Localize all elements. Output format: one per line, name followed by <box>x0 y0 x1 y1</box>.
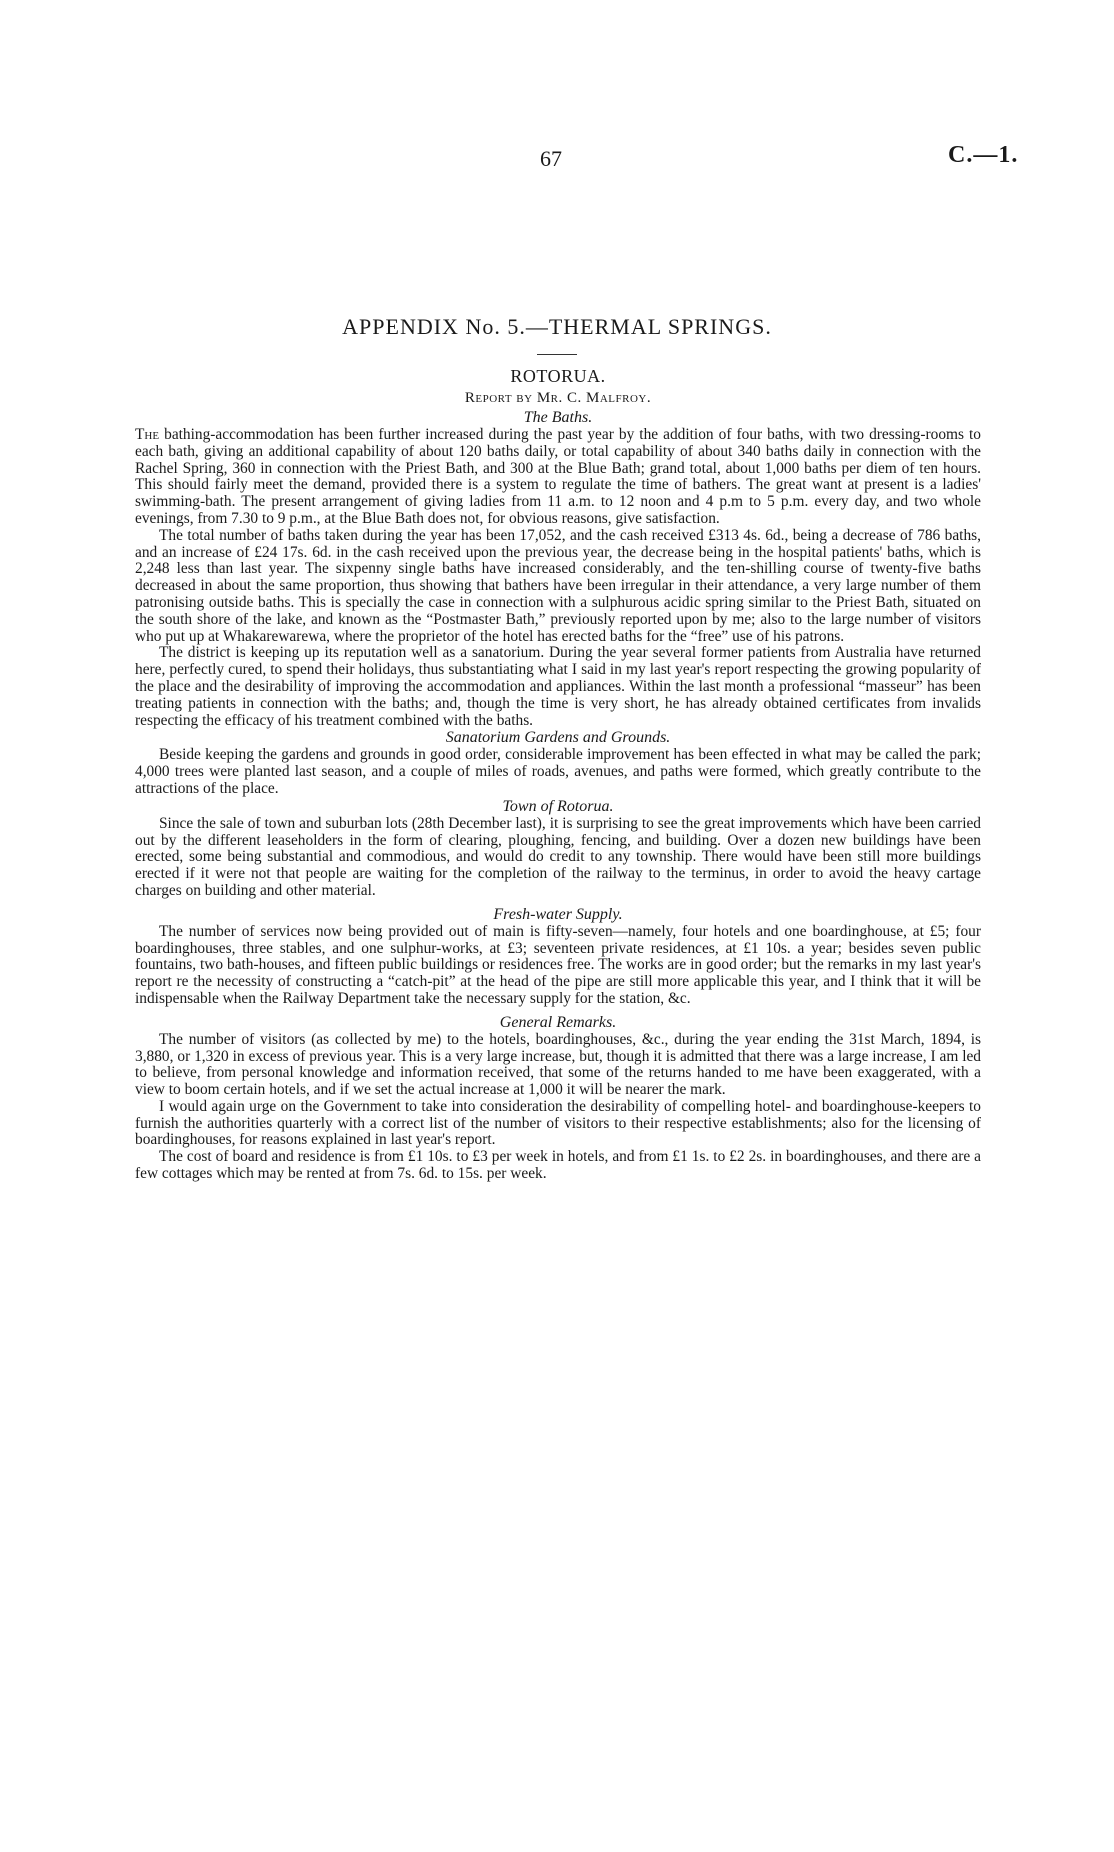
appendix-title: APPENDIX No. 5.—THERMAL SPRINGS. <box>342 314 772 339</box>
report-body <box>135 366 981 1183</box>
paragraph: The number of visitors (as collected by me) to the hotels, boardinghouses, &c., during the year ending the 31st March, 1894, is 3,880, or 1,320 in excess of previous year. This is a very large increase, but, though it is admitted that there was a large increase, I am led to believe, from personal knowledge and information received, that some of the returns handed to me have been exaggerated, with a view to boom certain hotels, and if we set the actual increase at 1,000 it will be nearer the mark. <box>135 1030 981 1099</box>
paragraph: The number of services now being provided out of main is fifty-seven—namely, four hotels and one boardinghouse, at £5; four boardinghouses, three stables, and one sulphur-works, at £3; seventeen private residences, at £1 10s. a year; besides seven public fountains, two bath-houses, and fifteen public buildings or residences free. The works are in good order; but the remarks in my last year's report re the necessity of constructing a “catch-pit” at the head of the pipe are still more applicable this year, and I think that it will be indispensable when the Railway Department take the necessary supply for the station, &c. <box>135 922 981 1007</box>
section-heading-remarks: General Remarks. <box>499 1013 617 1031</box>
section-heading-water: Fresh-water Supply. <box>493 905 623 923</box>
paragraph: I would again urge on the Government to take into consideration the desirability of compelling hotel- and boardinghouse-keepers to furnish the authorities quarterly with a correct list of the number of visitors to their respective establishments; also for the licensing of boardinghouses, for reasons explained in last year's report. <box>135 1097 981 1149</box>
place-heading: ROTORUA. <box>510 366 606 386</box>
paragraph: The total number of baths taken during the year has been 17,052, and the cash received £313 4s. 6d., being a decrease of 786 baths, and an increase of £24 17s. 6d. in the cash received upon the previous year, the decrease being in the hospital patients' baths, which is 2,248 less than last year. The sixpenny single baths have increased considerably, and the ten-shilling course of twenty-five baths decreased in about the same proportion, thus showing that bathers have been irregular in their attendance, a very large number of them patronising outside baths. This is specially the case in connection with a sulphurous acidic spring similar to the Priest Bath, situated on the south shore of the lake, and known as the “Postmaster Bath,” previously reported upon by me; also to the large number of visitors who put up at Whakarewarewa, where the proprietor of the hotel has erected baths for the “free” use of his patrons. <box>135 526 981 645</box>
paragraph: Beside keeping the gardens and grounds in good order, considerable improvement has been effected in what may be called the park; 4,000 trees were planted last season, and a couple of miles of roads, avenues, and paths were formed, which greatly contribute to the attractions of the place. <box>135 746 981 797</box>
section-heading-gardens: Sanatorium Gardens and Grounds. <box>445 729 671 747</box>
paragraph <box>135 427 981 528</box>
paragraph: The district is keeping up its reputation well as a sanatorium. During the year several former patients from Australia have returned here, perfectly cured, to spend their holidays, thus substantiating what I said in my last year's report respecting the growing popularity of the place and the desirability of improving the accommodation and appliances. Within the last month a professional “masseur” has been treating patients in connection with the baths; and, though the time is very short, he has already obtained certificates from invalids respecting the efficacy of his treatment combined with the baths. <box>135 644 981 729</box>
section-heading-town: Town of Rotorua. <box>502 797 614 815</box>
page-number: 67 <box>540 146 562 171</box>
paragraph: The cost of board and residence is from £1 10s. to £3 per week in hotels, and from £1 1s. to £2 2s. in boardinghouses, and there are a few cottages which may be rented at from 7s. 6d. to 15s. per week. <box>135 1148 981 1183</box>
paragraph-text: bathing-accommodation has been further increased during the past year by the addition of four baths, with two dressing-rooms to each bath, giving an additional capability of about 120 baths daily, or total capability of about 340 baths daily in connection with the Rachel Spring, 360 in connection with the Priest Bath, and 300 at the Blue Bath; grand total, about 1,000 baths per diem of ten hours. This should fairly meet the demand, provided there is a system to regulate the time of bathers. The great want at present is a ladies' swimming-bath. The present arrangement of giving ladies from 11 a.m. to 12 noon and 4 p.m to 5 p.m. every day, and two whole evenings, from 7.30 to 9 p.m., at the Blue Bath does not, for obvious reasons, give satisfaction. <box>135 426 981 527</box>
report-byline: Report by Mr. C. Malfroy. <box>464 390 652 406</box>
section-heading-baths: The Baths. <box>523 409 593 426</box>
paragraph: Since the sale of town and suburban lots (28th December last), it is surprising to see the great improvements which have been carried out by the different leaseholders in the form of clearing, ploughing, fencing, and building. Over a dozen new buildings have been erected, some being substantial and commodious, and would do credit to any township. There would have been still more buildings erected if it were not that people are waiting for the completion of the railway to the terminus, in order to avoid the heavy cartage charges on building and other material. <box>135 814 981 899</box>
title-divider <box>537 354 577 355</box>
document-reference: C.—1. <box>948 142 1019 168</box>
lead-word: The <box>135 426 160 443</box>
